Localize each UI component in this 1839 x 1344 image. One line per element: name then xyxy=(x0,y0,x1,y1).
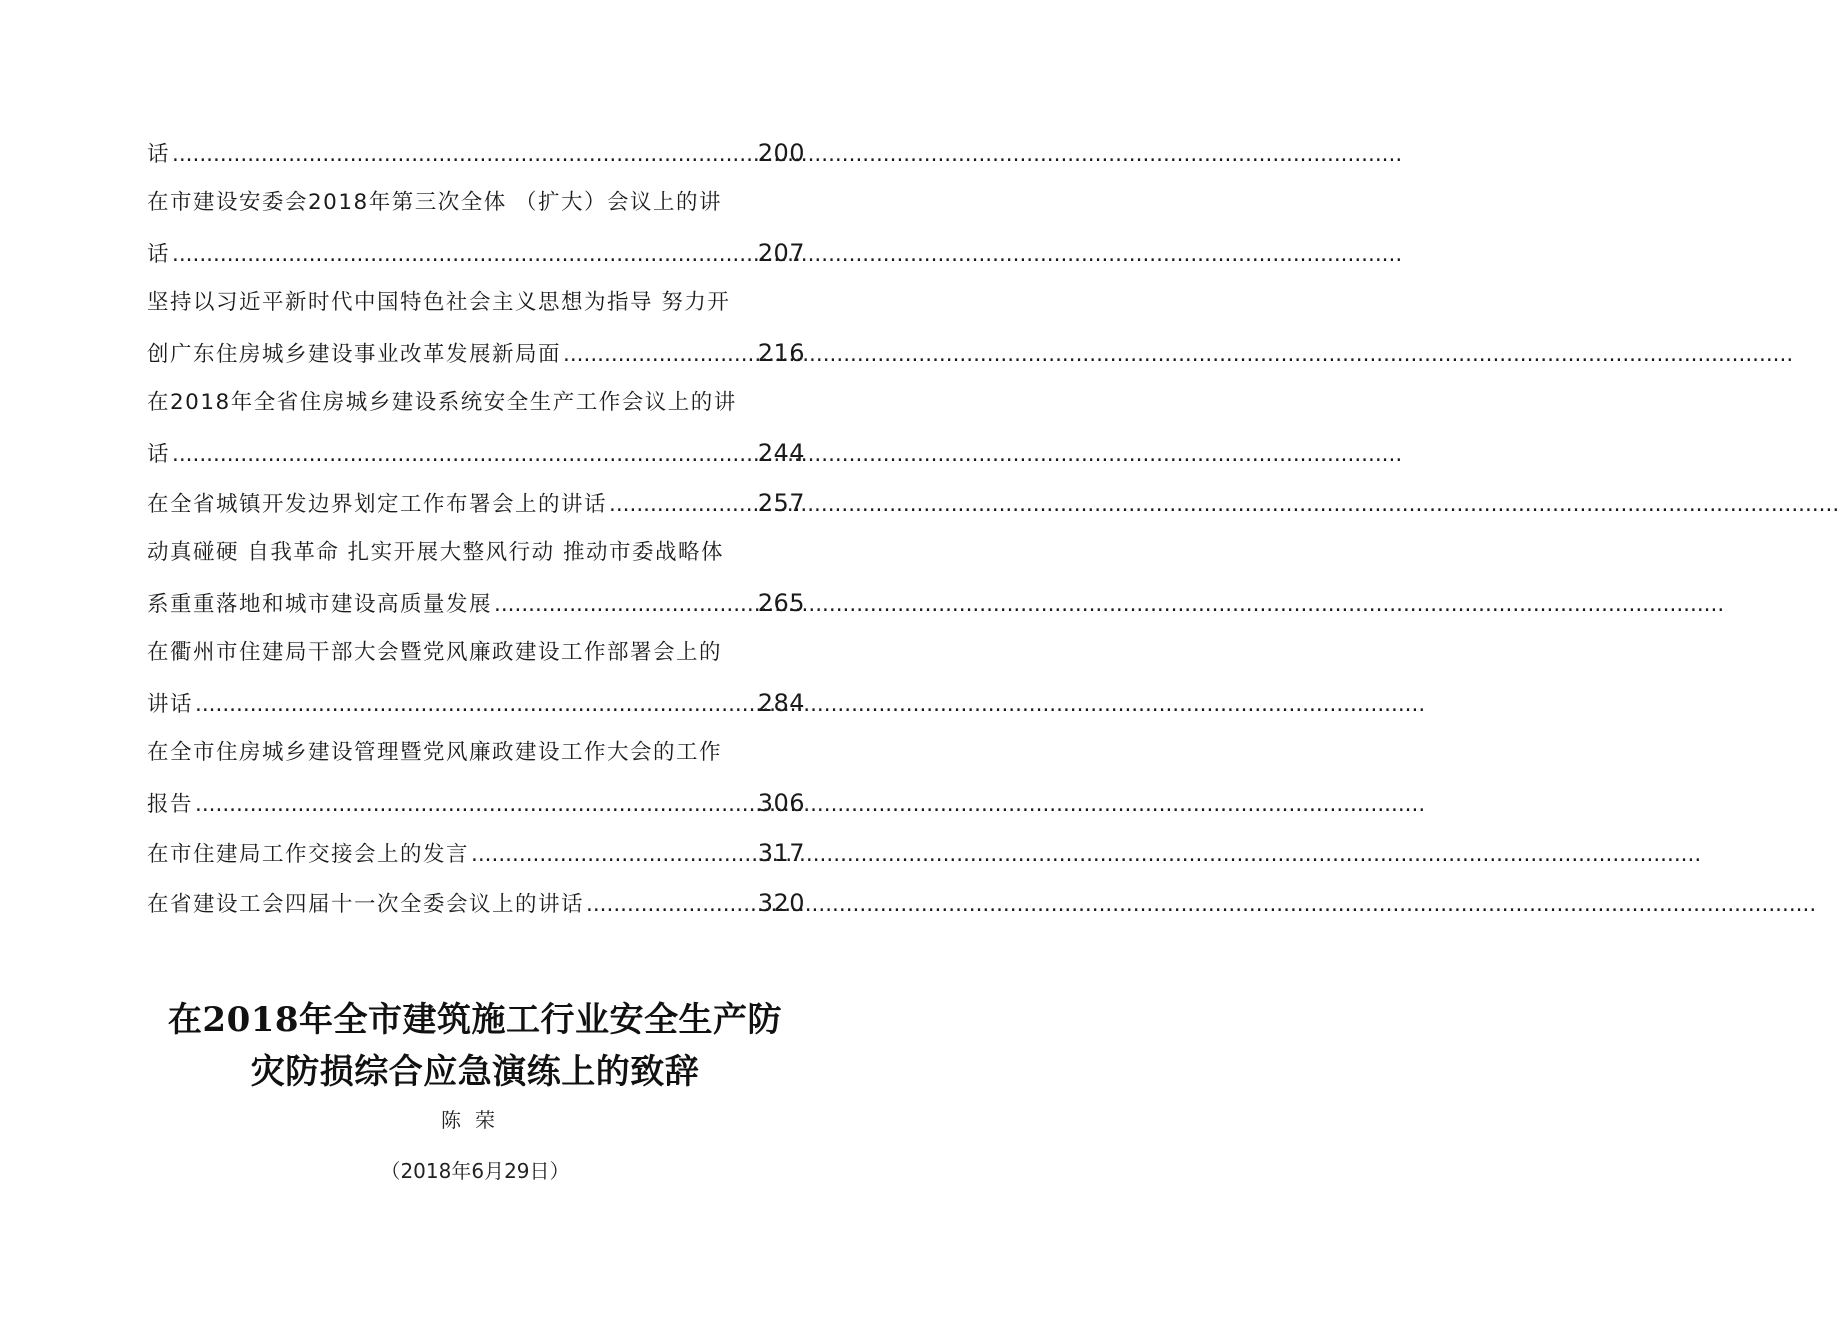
toc-line xyxy=(147,628,805,678)
toc-page-number: 284 xyxy=(757,689,805,717)
toc-line xyxy=(147,678,805,728)
toc-leader-dots xyxy=(609,480,756,530)
toc-entry-text: 在市建设安委会2018年第三次全体 （扩大）会议上的讲 xyxy=(147,190,723,215)
toc-entry-text: 系重重落地和城市建设高质量发展 xyxy=(147,592,493,617)
toc-leader-dots xyxy=(471,830,756,880)
toc-page-number: 257 xyxy=(757,489,805,517)
article-title-line-1: 在2018年全市建筑施工行业安全生产防 xyxy=(167,1000,783,1040)
article-title-line-2: 灾防损综合应急演练上的致辞 xyxy=(250,1052,700,1092)
toc-line xyxy=(147,778,805,828)
toc-leader-dots xyxy=(586,880,756,930)
toc-line xyxy=(147,878,805,928)
toc-entry-text: 报告 xyxy=(147,792,194,817)
toc-line xyxy=(147,128,805,178)
toc-page-number: 306 xyxy=(757,789,805,817)
toc-entry-text: 在市住建局工作交接会上的发言 xyxy=(147,842,470,867)
toc-leader-dots xyxy=(172,430,756,480)
toc-line xyxy=(147,728,805,778)
article-title xyxy=(100,994,850,1098)
toc-entry-text: 动真碰硬 自我革命 扎实开展大整风行动 推动市委战略体 xyxy=(147,540,725,565)
toc-leader-dots xyxy=(172,230,756,280)
toc-entry-text: 在衢州市住建局干部大会暨党风廉政建设工作部署会上的 xyxy=(147,640,723,665)
toc-entry-text: 在全省城镇开发边界划定工作布署会上的讲话 xyxy=(147,492,608,517)
toc-entry-text: 话 xyxy=(147,442,171,467)
toc-entry-text: 话 xyxy=(147,242,171,267)
toc-entry-text: 话 xyxy=(147,142,171,167)
toc-page-number: 200 xyxy=(757,139,805,167)
toc-page-number: 207 xyxy=(757,239,805,267)
toc-leader-dots xyxy=(494,580,756,630)
toc-line xyxy=(147,528,805,578)
toc-page-number: 216 xyxy=(757,339,805,367)
toc-page-number: 317 xyxy=(757,839,805,867)
article-date: （2018年6月29日） xyxy=(380,1159,570,1183)
toc-entry-text: 在省建设工会四届十一次全委会议上的讲话 xyxy=(147,892,585,917)
toc-line xyxy=(147,828,805,878)
toc-entry-text: 在2018年全省住房城乡建设系统安全生产工作会议上的讲 xyxy=(147,390,737,415)
toc-leader-dots xyxy=(172,130,756,180)
toc-leader-dots xyxy=(195,680,756,730)
toc-page-number: 265 xyxy=(757,589,805,617)
toc-line xyxy=(147,228,805,278)
toc-entry-text: 坚持以习近平新时代中国特色社会主义思想为指导 努力开 xyxy=(147,290,731,315)
toc-leader-dots xyxy=(563,330,756,380)
toc-leader-dots xyxy=(195,780,756,830)
toc-line xyxy=(147,378,805,428)
toc-entry-text: 在全市住房城乡建设管理暨党风廉政建设工作大会的工作 xyxy=(147,740,723,765)
toc-line xyxy=(147,478,805,528)
toc-line xyxy=(147,328,805,378)
article-author: 陈荣 xyxy=(441,1108,509,1132)
toc-line xyxy=(147,578,805,628)
toc-line xyxy=(147,278,805,328)
toc-entry-text: 创广东住房城乡建设事业改革发展新局面 xyxy=(147,342,562,367)
toc-line xyxy=(147,428,805,478)
toc-entry-text: 讲话 xyxy=(147,692,194,717)
toc-page-number: 320 xyxy=(757,889,805,917)
table-of-contents xyxy=(147,128,805,928)
toc-line xyxy=(147,178,805,228)
toc-page-number: 244 xyxy=(757,439,805,467)
